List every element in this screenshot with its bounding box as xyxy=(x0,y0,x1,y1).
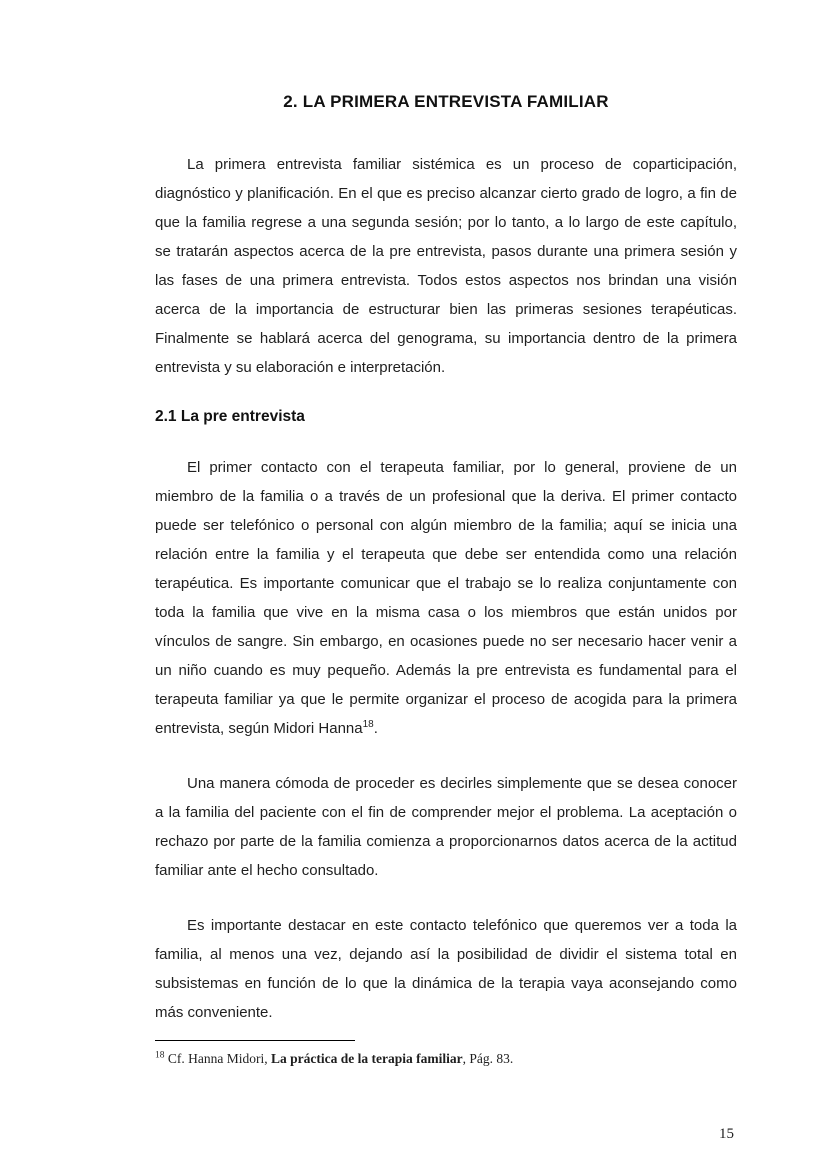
section-heading-pre-entrevista: 2.1 La pre entrevista xyxy=(155,408,305,425)
footnote-marker: 18 xyxy=(155,1050,165,1061)
footnote-reference-18: 18 xyxy=(362,719,374,730)
paragraph-first-contact-period: . xyxy=(373,720,378,737)
paragraph-comfortable-way: Una manera cómoda de proceder es decirles simplemente que se desea conocer a la familia del paciente con el fin de comprender mejor el problema. La aceptación o rechazo por parte de la familia comienza a proporcionarnos datos acerca de la actitud familiar ante el hecho consultado. xyxy=(155,775,737,879)
footnote-18 xyxy=(155,1050,737,1067)
paragraph-first-contact xyxy=(155,453,737,743)
footnote-book-title: La práctica de la terapia familiar xyxy=(270,1051,463,1066)
page-number: 15 xyxy=(719,1126,734,1142)
footnote-separator-rule xyxy=(155,1040,355,1041)
page-content xyxy=(155,92,737,1053)
paragraph-phone-contact: Es importante destacar en este contacto telefónico que queremos ver a toda la familia, al menos una vez, dejando así la posibilidad de dividir el sistema total en subsistemas en función de lo que la dinámica de la terapia vaya aconsejando como más conveniente. xyxy=(155,917,737,1021)
footnote-text-prefix: Cf. Hanna Midori, xyxy=(164,1051,271,1066)
paragraph-first-contact-text: El primer contacto con el terapeuta familiar, por lo general, proviene de un miembro de la familia o a través de un profesional que la deriva. El primer contacto puede ser telefónico o personal con algún miembro de la familia; aquí se inicia una relación entre la familia y el terapeuta que debe ser entendida como una relación terapéutica. Es importante comunicar que el trabajo se lo realiza conjuntamente con toda la familia que vive en la misma casa o los miembros que están unidos por vínculos de sangre. Sin embargo, en ocasiones puede no ser necesario hacer venir a un niño cuando es muy pequeño. Además la pre entrevista es fundamental para el terapeuta familiar ya que le permite organizar el proceso de acogida para la primera entrevista, según Midori Hanna xyxy=(155,459,737,737)
footnote-text-suffix: , Pág. 83. xyxy=(462,1051,514,1066)
paragraph-intro: La primera entrevista familiar sistémica es un proceso de coparticipación, diagnóstico y planificación. En el que es preciso alcanzar cierto grado de logro, a fin de que la familia regrese a una segunda sesión; por lo tanto, a lo largo de este capítulo, se tratarán aspectos acerca de la pre entrevista, pasos durante una primera sesión y las fases de una primera entrevista. Todos estos aspectos nos brindan una visión acerca de la importancia de estructurar bien las primeras sesiones terapéuticas. Finalmente se hablará acerca del genograma, su importancia dentro de la primera entrevista y su elaboración e interpretación. xyxy=(155,156,737,376)
chapter-title: 2. LA PRIMERA ENTREVISTA FAMILIAR xyxy=(283,92,609,111)
footnote-section xyxy=(155,1040,737,1067)
